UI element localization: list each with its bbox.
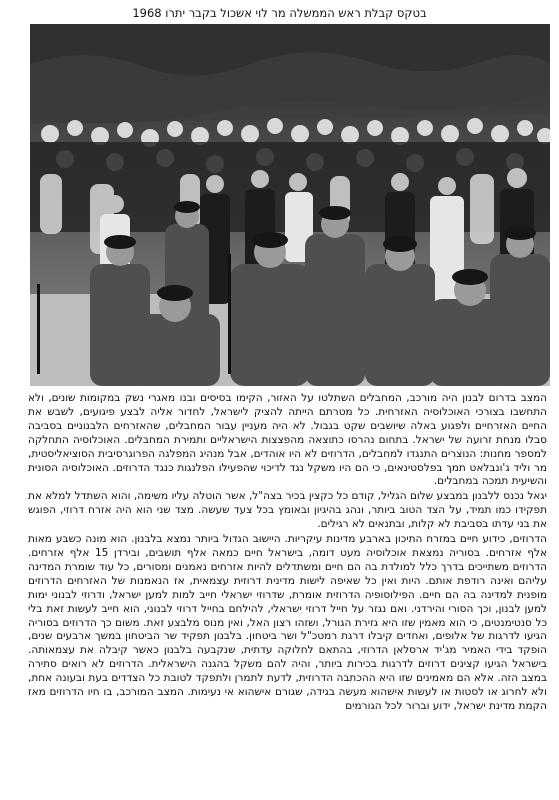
paragraph-yigal-lebanon: יגאל נכנס ללבנון במבצע שלום הגליל, קודם כל כקצין בכיר בצה"ל, אשר הוטלה עליו משימה, והוא השתדל למלא את תפקידו כמו תמיד, על הצד הטוב ביותר, ונהג בהיגיון ובאומץ בכל צעד שעשה. מצד שני הוא היה אזרח דרוזי, הפוגש את בני עדתו בסביבת לא קלות, ובתנאים לא רגילים. — [28, 490, 547, 531]
photo-caption: בטקס קבלת ראש הממשלה מר לוי אשכול בקבר יתרו 1968 — [132, 6, 427, 20]
ceremony-photo — [30, 24, 550, 386]
ceremony-photo-graphic — [30, 24, 550, 386]
paragraph-druze-countries: הדרוזים, כידוע חיים במזרח התיכון בארבע מדינות עיקריות. היישוב הגדול ביותר נמצא בלבנון. הוא מונה כשבע מאות אלף אזרחים. בסוריה נמצאת אוכלוסיה מעט דומה, בישראל חיים כמאה אלף תושבים, ובירדן 15 אלף אזרחים. הדרוזים משתייכים בדרך כלל למולדת בה הם חיים ומשתדלים להיות אזרחים נאמנים ומסורים, כל עוד שומרת המדינה עליהם ואינה רודפת אותם. היות ואין כל שאיפה לישות מדינית דרוזית עצמאית, אז הנאמנות של האזרחים הדרוזים מופנית למדינה בה הם חיים. הפילוסופיה הדרוזית אומרת, שדרוזי ישראלי חייב למות למען ישראל, ודרוזי לבנוני ימות למען לבנון, וכך הסורי והירדני. ואם נגזר על חייל דרוזי ישראלי, להילחם בחייל דרוזי לבנוני, הוא חייב לעשות זאת בלי כל סנטימנטים, כי הוא מאמין שזו היא גזירת הגורל, ושזהו רצון האל, ואין מנוס מלבצע זאת. משום כך הדרוזים בסוריה הגיעו לדרגות של אלופים, ואחדים קיבלו דרגת רמטכ"ל ושר ביטחון. בלבנון תפקיד שר הביטחון במשך ארבעים שנים, הופקד בידי האמיר מג'יד ארסלאן הדרוזי, בהתאם לחלוקה עדתית, שנקבעה בלבנון כאשר קיבלה את עצמאותה. בישראל הגיעו קצינים דרוזים לדרגות בכירות ביותר, והיה להם משקל בהגנה הישראלית. הדרוזים לא רואים סתירה במצב הזה. אלא הם מאמינים שזו היא ההכתבה הדרוזית, לדעת לתמרן ולתפקד לטובת כל הצדדים בעת ובעונה אחת, ולא לחרוג או לסטות או לעשות אישהוא מעשה בגידה, שגורם אישהוא אי נעימות. המצב המורכב, בו חיו הדרוזים מאז הקמת מדינת ישראל, ידוע וברור לכל הגורמים — [28, 533, 547, 712]
article-body — [28, 392, 547, 792]
paragraph-lebanon-situation: המצב בדרום לבנון היה מורכב, המחבלים השתלטו על האזור, הקימו בסיסים ובנו מאגרי נשק במקומות שונים, ולא התחשבו בצורכי האוכלוסיה האזרחית. כל מטרתם הייתה להציק לישראל, לחדור אליה לבצע פיגועים, לשבש את החיים האזרחיים ולפגוע באלה שיושבים שקט בגבול. לא היה מעניין עבור המחבלים, שהאזרחים הלבנוניים בסביבה סבלו מנחת זרועה של ישראל. בתחום נהרסו כתוצאה מהפצצות הישראליים ותמירת המחבלים. האוכלוסיה התחלקה למספר מחנות: הנוצרים התנגדו למחבלים, הדרוזים לא היו אוהדים, אבל מנהיג המפלגה הפרוגרסיבית הסוציאליסטית, מר וליד ג'ונבלאט תמך בפלסטינאים, כי הם היו משקל נגד לדיכוי שהפעילו הפלנגות כנגד הדרוזים. האוכלוסיה הסונית והשיעית תמכה במחבלים. — [28, 392, 547, 488]
